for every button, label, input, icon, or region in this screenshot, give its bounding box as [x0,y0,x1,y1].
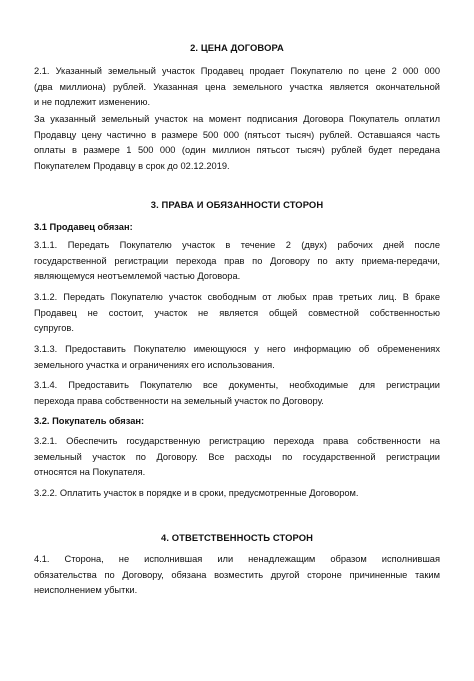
text-line: 3.1.4. Предоставить Покупателю все документы, необходимые для регистрации [34,380,440,390]
paragraph-4-1 [34,552,440,599]
text-line: 3.2.2. Оплатить участок в порядке и в сроки, предусмотренные Договором. [34,488,359,498]
text-line: перехода права собственности на земельный участок по Договору. [34,395,324,406]
text-line: 3.2.1. Обеспечить государственную регистрацию перехода права собственности на [34,436,440,446]
text-line: неисполнением убытки. [34,585,138,596]
text-line: 4.1. Сторона, не исполнившая или ненадлежащим образом исполнившая [34,554,440,564]
paragraph-3-1-1 [34,238,440,285]
text-line: относятся на Покупателя. [34,467,146,478]
text-line: оплаты в размере 1 500 000 (один миллион пятьсот тысяч) рублей будет передана [34,145,440,156]
text-line: земельного участка и ограничениях его использования. [34,359,275,370]
text-line: 3.1.2. Передать Покупателю участок свободным от любых прав третьих лиц. В браке [34,292,440,302]
buyer-obligations-heading: 3.2. Покупатель обязан: [34,416,145,426]
text-line: государственной регистрации перехода прав по Договору по акту приема-передачи, [34,255,440,266]
paragraph-2-1 [34,64,440,111]
section-3-heading: 3. ПРАВА И ОБЯЗАННОСТИ СТОРОН [150,199,324,210]
paragraph-3-2-2 [34,486,440,502]
text-line: Продавцу цену частично в размере 500 000 (пятьсот тысяч) рублей. Оставшаяся часть [34,129,440,140]
paragraph-3-1-3 [34,342,440,373]
section-2-heading: 2. ЦЕНА ДОГОВОРА [190,42,284,53]
text-line: и не подлежит изменению. [34,97,151,108]
text-line: супругов. [34,323,74,334]
paragraph-2-payment [34,112,440,174]
paragraph-3-1-2 [34,290,440,337]
text-line: 2.1. Указанный земельный участок Продавец продает Покупателю по цене 2 000 000 [34,66,440,76]
seller-obligations-heading: 3.1 Продавец обязан: [34,222,133,232]
text-line: Продавец не состоит, участок не является общей совместной собственностью [34,307,440,318]
paragraph-3-1-4 [34,378,440,409]
text-line: являющемуся неотъемлемой частью Договора. [34,271,241,282]
paragraph-3-2-1 [34,434,440,481]
text-line: земельный участок по Договору. Все расходы по государственной регистрации [34,451,440,462]
text-line: обязательства по Договору, обязана возместить другой стороне причиненные таким [34,569,440,580]
section-4-heading: 4. ОТВЕТСТВЕННОСТЬ СТОРОН [161,532,313,543]
text-line: (два миллиона) рублей. Указанная цена земельного участка является окончательной [34,81,440,92]
text-line: 3.1.3. Предоставить Покупателю имеющуюся у него информацию об обременениях [34,344,440,354]
text-line: Покупателем Продавцу в срок до 02.12.2019. [34,160,230,171]
text-line: 3.1.1. Передать Покупателю участок в течение 2 (двух) рабочих дней после [34,240,440,250]
text-line: За указанный земельный участок на момент подписания Договора Покупатель оплатил [34,114,440,124]
